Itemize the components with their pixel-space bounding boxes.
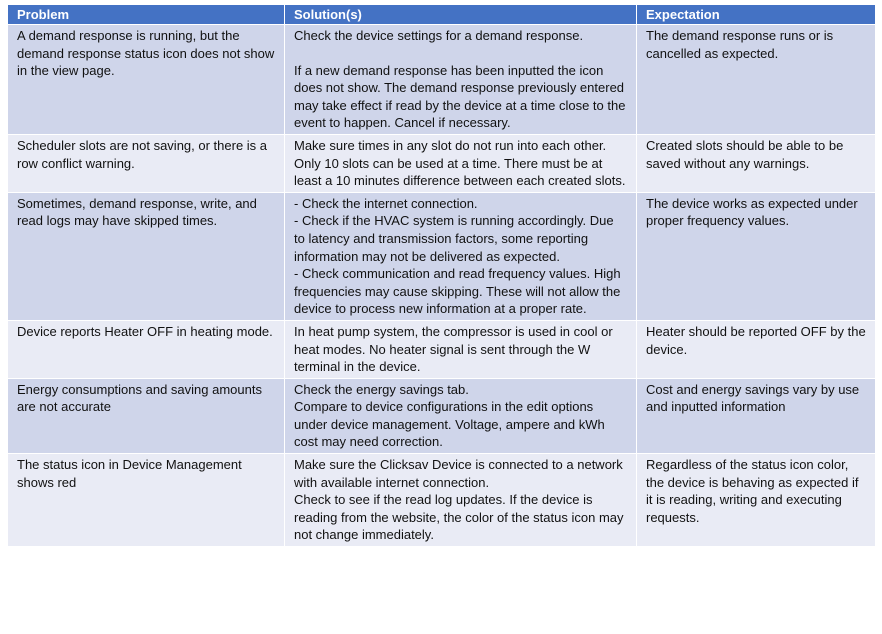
solution-cell <box>285 134 637 192</box>
header-solutions: Solution(s) <box>285 5 637 25</box>
solution-text: Check the energy savings tab. <box>294 381 469 397</box>
solution-cell <box>285 320 637 378</box>
solution-text: Check the device settings for a demand response. <box>294 28 584 43</box>
table-row <box>8 454 876 547</box>
table-row <box>8 192 876 320</box>
expectation-cell: The demand response runs or is cancelled as expected. <box>637 25 876 135</box>
problem-cell: Scheduler slots are not saving, or there is a row conflict warning. <box>8 134 285 192</box>
solution-text: In heat pump system, the compressor is used in cool or heat modes. No heater signal is sent through the W terminal in the device. <box>294 323 613 375</box>
header-problem: Problem <box>8 5 285 25</box>
solution-cell <box>285 378 637 453</box>
problem-cell: A demand response is running, but the demand response status icon does not show in the view page. <box>8 25 285 135</box>
problem-cell: Sometimes, demand response, write, and read logs may have skipped times. <box>8 192 285 320</box>
problem-cell: The status icon in Device Management shows red <box>8 454 285 547</box>
expectation-cell: Regardless of the status icon color, the device is behaving as expected if it is reading, writing and executing requests. <box>637 454 876 547</box>
header-row <box>8 5 876 25</box>
expectation-cell: Heater should be reported OFF by the device. <box>637 320 876 378</box>
solution-cell <box>285 25 637 135</box>
problem-cell: Device reports Heater OFF in heating mode. <box>8 320 285 378</box>
solution-text: Compare to device configurations in the edit options under device management. Voltage, ampere and kWh cost may need correction. <box>294 399 605 450</box>
solution-cell <box>285 192 637 320</box>
table-row <box>8 134 876 192</box>
solution-text: - Check if the HVAC system is running accordingly. Due to latency and transmission factors, some reporting information may not be delivered as expected. <box>294 213 614 264</box>
header-expectation: Expectation <box>637 5 876 25</box>
solution-text: Make sure times in any slot do not run into each other. Only 10 slots can be used at a time. There must be at least a 10 minutes difference between each created slots. <box>294 137 626 189</box>
table-row <box>8 25 876 135</box>
expectation-cell: Created slots should be able to be saved without any warnings. <box>637 134 876 192</box>
solution-cell <box>285 454 637 547</box>
solution-text: If a new demand response has been inputted the icon does not show. The demand response previously entered may take effect if read by the device at a time close to the event to happen. Cancel if necessary. <box>294 62 626 131</box>
table-row <box>8 320 876 378</box>
expectation-cell: The device works as expected under proper frequency values. <box>637 192 876 320</box>
troubleshooting-table <box>7 4 876 547</box>
table-row <box>8 378 876 453</box>
solution-text: Check to see if the read log updates. If the device is reading from the website, the color of the status icon may not change immediately. <box>294 492 624 543</box>
problem-cell: Energy consumptions and saving amounts are not accurate <box>8 378 285 453</box>
solution-text: - Check communication and read frequency values. High frequencies may cause skipping. These will not allow the device to process new information at a proper rate. <box>294 266 621 317</box>
solution-text: Make sure the Clicksav Device is connected to a network with available internet connection. <box>294 457 623 490</box>
expectation-cell: Cost and energy savings vary by use and inputted information <box>637 378 876 453</box>
solution-text: - Check the internet connection. <box>294 195 478 211</box>
